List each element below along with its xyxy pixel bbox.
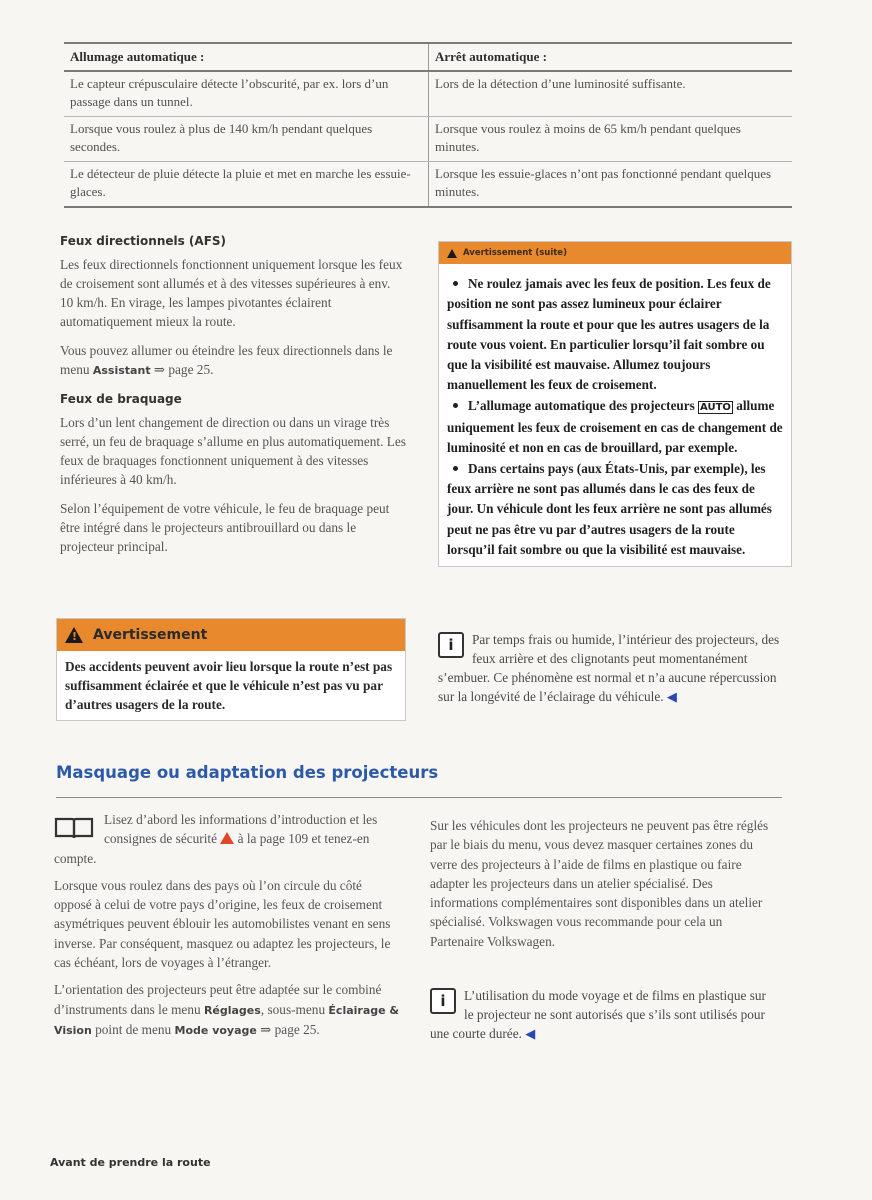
table-cell: Le détecteur de pluie détecte la pluie et met en marche les essuie-glaces. — [64, 162, 429, 208]
table-header: Arrêt automatique : — [429, 43, 793, 71]
warning-bullet — [447, 396, 783, 459]
auto-key-label: AUTO — [700, 401, 731, 413]
braquage-paragraph-2: Selon l’équipement de votre véhicule, le feu de braquage peut être intégré dans le projecteurs antibrouillard ou dans le projecteur principal. — [60, 501, 390, 554]
film-paragraph: Sur les véhicules dont les projecteurs ne peuvent pas être réglés par le biais du menu, vous devez masquer certaines zones du verre des projecteurs à l’aide de films en plastique ou faire adapter les projecteurs dans un atelier spécialisé. Des informations complémentaires sont disponibles dans un atelier spécialisé. Volkswagen vous recommande pour cela un Partenaire Volkswagen. — [430, 818, 769, 949]
braquage-paragraph: Lors d’un lent changement de direction ou dans un virage très serré, un feu de braquage s’allume en plus automatiquement. Les feux de braquages fonctionnent uniquement à des vitesses inférieures à 40 km/h. — [60, 415, 406, 487]
warning-continued-body — [439, 264, 791, 566]
table-header: Allumage automatique : — [64, 43, 429, 71]
table-row — [64, 117, 792, 162]
warning-continued-title: Avertissement (suite) — [463, 248, 567, 258]
warning-bullet — [447, 459, 783, 560]
table-row — [64, 71, 792, 117]
info-icon: i — [438, 632, 464, 658]
text: à la page 109 et tenez-en compte. — [54, 831, 370, 866]
menu-name-eclairage-vision: Éclairage & Vision — [54, 1003, 400, 1037]
text: L’orientation des projecteurs peut être adaptée sur le combiné d’instruments dans le menu — [54, 982, 382, 1017]
right-column-masking — [430, 816, 778, 951]
bullet-text: L’allumage automatique des projecteurs — [468, 397, 699, 413]
menu-name-assistant: Assistant — [92, 364, 151, 377]
bullet-icon — [453, 281, 458, 286]
info-icon: i — [430, 988, 456, 1014]
warning-bullet — [447, 274, 783, 396]
braquage-heading: Feux de braquage — [60, 392, 182, 406]
warning-continued-header — [439, 242, 791, 264]
note-text: Par temps frais ou humide, l’intérieur des projecteurs, des feux arrière et des clignotants peut momentanément s’embuer. Ce phénomène est normal et n’a aucune répercussion sur la longévité de l’éclairage du véhicule. — [438, 632, 780, 704]
afs-heading: Feux directionnels (AFS) — [60, 234, 227, 248]
text: , sous-menu — [260, 1001, 329, 1017]
menu-name-mode-voyage: Mode voyage — [174, 1023, 257, 1037]
table-cell: Lorsque vous roulez à moins de 65 km/h pendant quelques minutes. — [429, 117, 793, 162]
bullet-text: Dans certains pays (aux États-Unis, par exemple), les feux arrière ne sont pas allumés dans le cas des feux de jour. Un véhicule dont les feux arrière ne sont pas allumés peut ne pas être vu par d’autres usagers de la route lorsqu’il fait sombre ou que la visibilité est mauvaise. — [447, 460, 772, 557]
safety-warning-icon — [220, 832, 234, 844]
left-column-masking — [54, 810, 402, 1048]
warning-box — [56, 618, 406, 721]
menu-name-reglages: Réglages — [203, 1003, 261, 1017]
table-cell: Lorsque vous roulez à plus de 140 km/h pendant quelques secondes. — [64, 117, 429, 162]
text: point de menu — [91, 1021, 175, 1037]
page-ref: ⇒ page 25. — [256, 1021, 320, 1037]
warning-continued-box — [438, 241, 792, 567]
menu-paragraph — [54, 980, 402, 1040]
section-divider — [56, 797, 782, 798]
bullet-text: Ne roulez jamais avec les feux de position. Les feux de position ne sont pas assez lumineux pour éclairer suffisamment la route et pour que les autres usagers de la route vous voient. En particulier lorsqu’il fait sombre ou que la visibilité est mauvaise. Allumez toujours manuellement les feux de croisement. — [447, 276, 771, 393]
bullet-icon — [453, 403, 458, 408]
open-book-icon — [54, 816, 94, 840]
table-cell: Lorsque les essuie-glaces n’ont pas fonctionné pendant quelques minutes. — [429, 162, 793, 208]
auto-lighting-table — [64, 42, 792, 208]
page-ref: ⇒ page 25. — [150, 362, 214, 377]
left-column-afs — [60, 232, 406, 566]
text: Vous pouvez allumer ou éteindre les feux directionnels dans le menu — [60, 343, 393, 377]
warning-text: Des accidents peuvent avoir lieu lorsque la route n’est pas suffisamment éclairée et que le véhicule n’est pas vu par d’autres usagers de la route. — [65, 659, 393, 712]
table-cell: Lors de la détection d’une luminosité suffisante. — [429, 71, 793, 117]
warning-triangle-icon — [65, 627, 83, 643]
section-title: Masquage ou adaptation des projecteurs — [56, 763, 439, 782]
bullet-text: allume uniquement les feux de croisement en cas de changement de luminosité et non en cas de brouillard, par exemple. — [447, 397, 783, 456]
info-note-condensation — [438, 630, 784, 706]
page-footer: Avant de prendre la route — [50, 1156, 211, 1169]
masking-paragraph: Lorsque vous roulez dans des pays où l’on circule du côté opposé à celui de votre pays d’origine, les feux de croisement asymétriques peuvent éblouir les automobilistes venant en sens inverse. Par conséquent, masquez ou adaptez les projecteurs, le cas échéant, lors de voyages à l’étranger. — [54, 877, 391, 971]
warning-title: Avertissement — [93, 627, 208, 643]
end-of-section-icon: ◀ — [525, 1026, 536, 1041]
warning-header — [57, 619, 405, 651]
table-header-row — [64, 43, 792, 71]
afs-paragraph: Les feux directionnels fonctionnent uniquement lorsque les feux de croisement sont allumés et à des vitesses supérieures à env. 10 km/h. En virage, les lampes pivotantes éclairent automatiquement mieux la route. — [60, 257, 403, 329]
table-cell: Le capteur crépusculaire détecte l’obscurité, par ex. lors d’un passage dans un tunnel. — [64, 71, 429, 117]
intro-paragraph — [54, 810, 402, 868]
afs-menu-paragraph — [60, 341, 406, 380]
table-row — [64, 162, 792, 208]
end-of-section-icon: ◀ — [666, 689, 677, 704]
text: Lisez d’abord les informations d’introduction et les consignes de sécurité — [104, 812, 378, 847]
warning-triangle-icon — [447, 249, 457, 258]
note-text: L’utilisation du mode voyage et de films en plastique sur le projecteur ne sont autorisés que s’ils sont utilisés pour une courte durée. — [430, 988, 766, 1041]
bullet-icon — [453, 466, 458, 471]
info-note-travel-mode — [430, 986, 776, 1043]
